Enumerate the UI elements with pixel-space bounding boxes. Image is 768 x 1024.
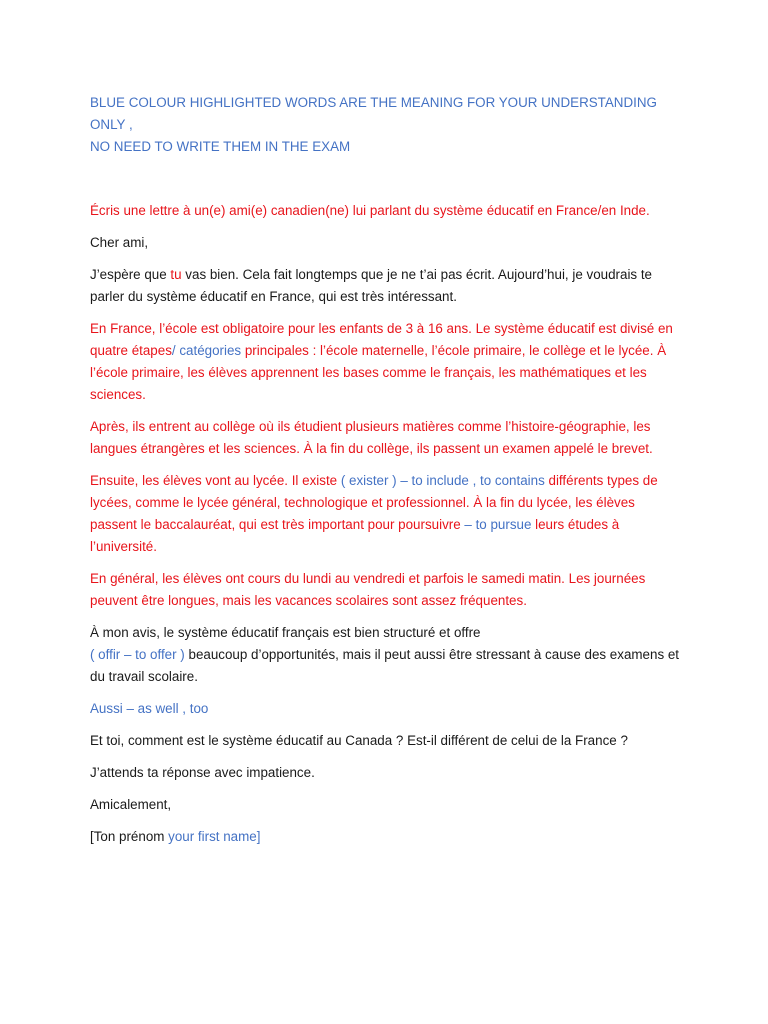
letter-greeting: Cher ami, bbox=[90, 235, 149, 250]
document-page bbox=[90, 92, 680, 858]
paragraph-lycee-text-c: différents types de lycées, comme le lycée général, technologique et professionnel. À la fin du lycée, les élèves passent le baccalauréat, qui est très important pour poursuivre bbox=[90, 473, 658, 532]
instruction-note-line-2: NO NEED TO WRITE THEM IN THE EXAM bbox=[90, 139, 351, 154]
paragraph-opinion bbox=[90, 622, 680, 688]
paragraph-intro bbox=[90, 264, 680, 308]
paragraph-school-system-text-a: En France, l’école est obligatoire pour les enfants de 3 à 16 ans. Le système éducatif est divisé en quatre étapes bbox=[90, 321, 673, 358]
meaning-poursuivre: – to pursue bbox=[464, 517, 532, 532]
paragraph-intro-text-c: vas bien. Cela fait longtemps que je ne t’ai pas écrit. Aujourd’hui, je voudrais te parler du système éducatif en France, qui est très intéressant. bbox=[90, 267, 653, 304]
paragraph-school-system bbox=[90, 318, 680, 406]
paragraph-lycee bbox=[90, 470, 680, 558]
letter-prompt: Écris une lettre à un(e) ami(e) canadien(ne) lui parlant du système éducatif en France/en Inde. bbox=[90, 203, 650, 218]
signature-placeholder: [Ton prénom bbox=[90, 829, 169, 844]
meaning-first-name: your first name] bbox=[168, 829, 261, 844]
highlight-tu: tu bbox=[170, 267, 182, 282]
paragraph-opinion-text-c: beaucoup d’opportunités, mais il peut aussi être stressant à cause des examens et du travail scolaire. bbox=[90, 647, 680, 684]
letter-signature bbox=[90, 826, 680, 848]
paragraph-schedule: En général, les élèves ont cours du lundi au vendredi et parfois le samedi matin. Les journées peuvent être longues, mais les vacances scolaires sont assez fréquentes. bbox=[90, 571, 646, 608]
meaning-categories: / catégories bbox=[171, 343, 242, 358]
meaning-exister: ( exister ) – to include , to contains bbox=[340, 473, 545, 488]
paragraph-opinion-text-a: À mon avis, le système éducatif français est bien structuré et offre bbox=[90, 625, 481, 640]
paragraph-lycee-text-e: leurs études à l’université. bbox=[90, 517, 620, 554]
paragraph-waiting: J’attends ta réponse avec impatience. bbox=[90, 765, 315, 780]
meaning-aussi: Aussi – as well , too bbox=[90, 701, 209, 716]
paragraph-lycee-text-a: Ensuite, les élèves vont au lycée. Il existe bbox=[90, 473, 341, 488]
paragraph-intro-text-a: J’espère que bbox=[90, 267, 171, 282]
instruction-note-line-1: BLUE COLOUR HIGHLIGHTED WORDS ARE THE MEANING FOR YOUR UNDERSTANDING ONLY , bbox=[90, 95, 657, 132]
paragraph-school-system-text-c: principales : l’école maternelle, l’école primaire, le collège et le lycée. À l’école primaire, les élèves apprennent les bases comme le français, les mathématiques et les sciences. bbox=[90, 343, 667, 402]
meaning-offrir: ( offir – to offer ) bbox=[90, 647, 185, 662]
paragraph-college: Après, ils entrent au collège où ils étudient plusieurs matières comme l’histoire-géographie, les langues étrangères et les sciences. À la fin du collège, ils passent un examen appelé le brevet. bbox=[90, 419, 653, 456]
instruction-note bbox=[90, 92, 680, 158]
letter-closing: Amicalement, bbox=[90, 797, 172, 812]
paragraph-question: Et toi, comment est le système éducatif au Canada ? Est-il différent de celui de la France ? bbox=[90, 733, 628, 748]
